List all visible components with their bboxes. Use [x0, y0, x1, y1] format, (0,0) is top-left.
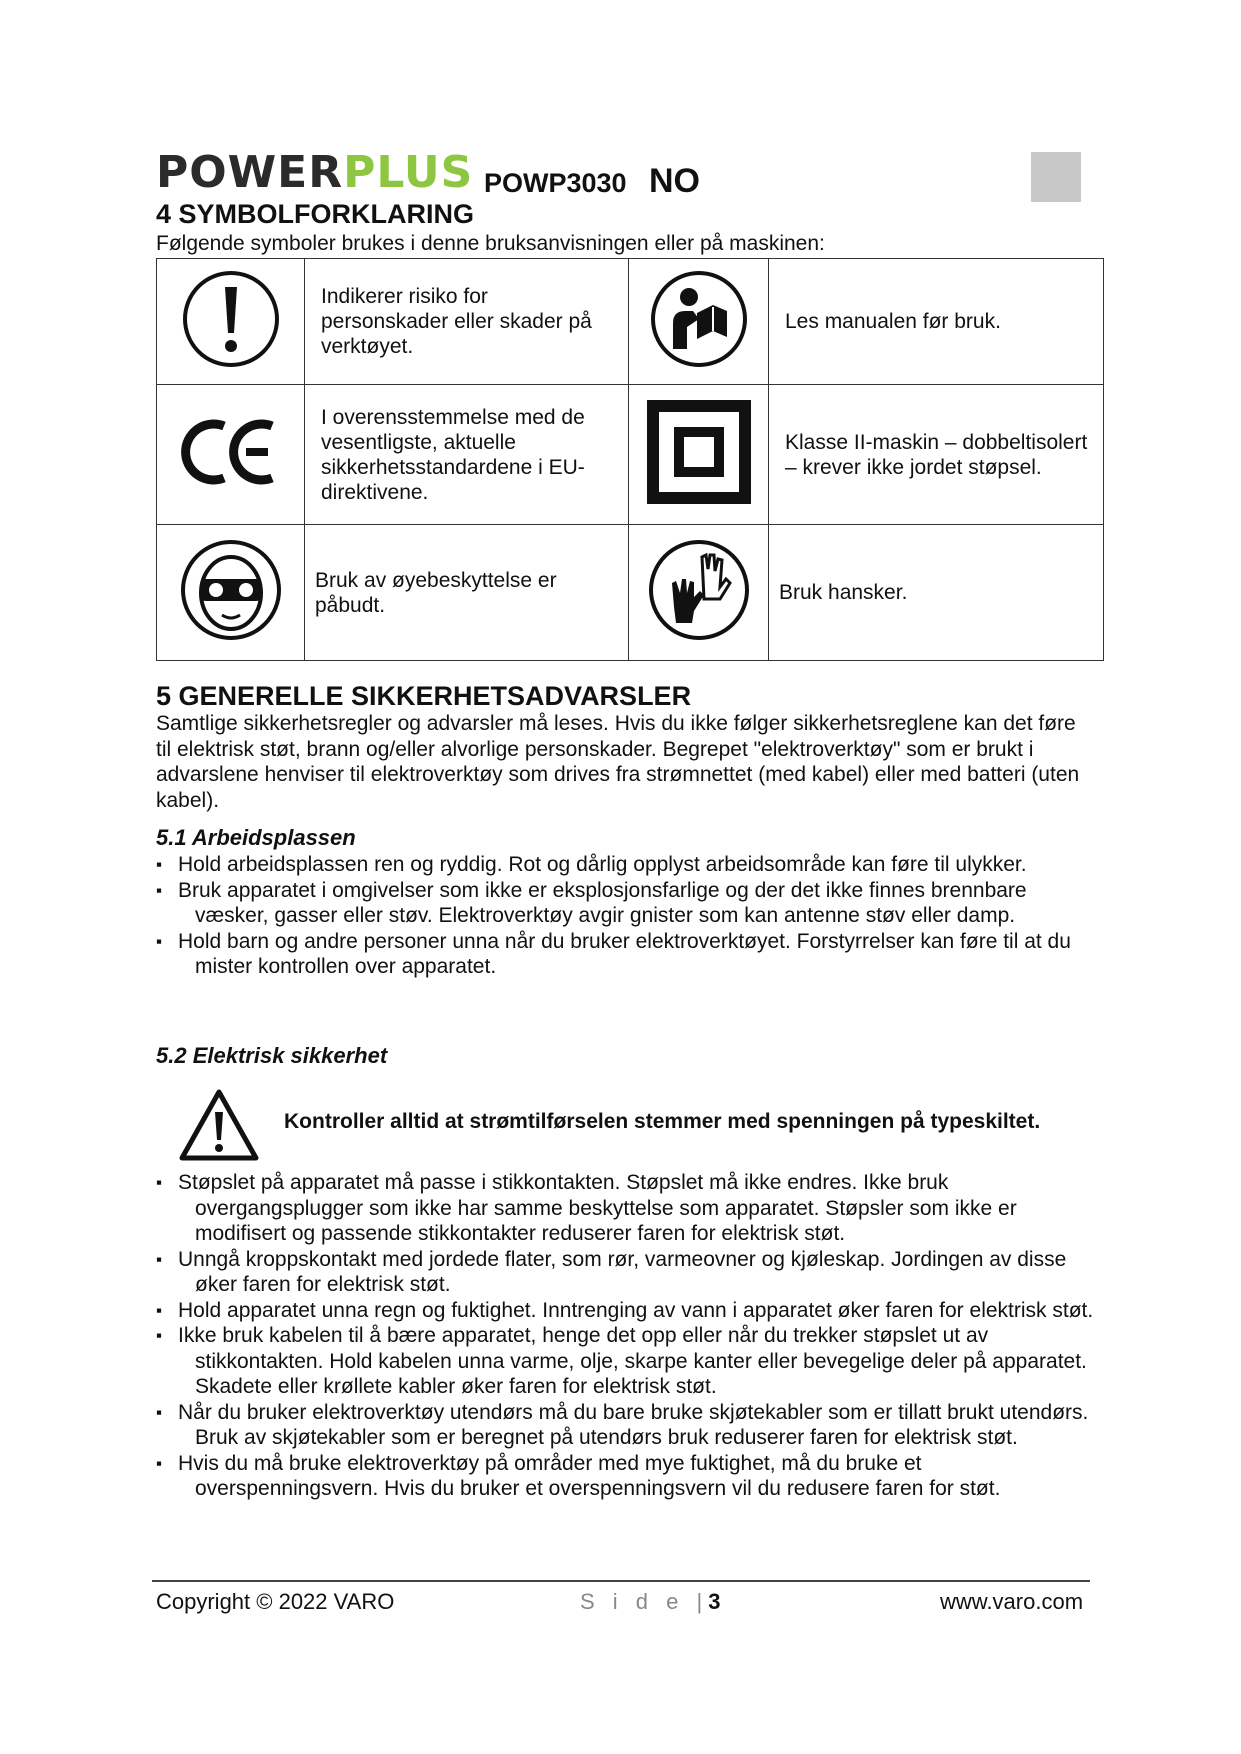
section-5-intro: Samtlige sikkerhetsregler og advarsler må leses. Hvis du ikke følger sikkerhetsreglene kan det føre til elektrisk støt, brann og/eller alvorlige personskader. Begrepet "elektroverktøy" som er brukt i advarslene henviser til elektroverktøy som drives fra strømnettet (med kabel) eller med batteri (uten kabel). [156, 712, 1080, 812]
subsection-5-1-title: 5.1 Arbeidsplassen [156, 825, 356, 850]
section-4-intro: Følgende symboler brukes i denne bruksanvisningen eller på maskinen: [156, 232, 825, 255]
list-item: ▪ Ikke bruk kabelen til å bære apparatet, henge det opp eller når du trekker støpslet ut av stikkontakten. Hold kabelen unna varme, olje, skarpe kanter eller bevegelige deler på apparatet. Skadete eller krøllete kabler øker faren for elektrisk støt. [156, 1323, 1096, 1400]
gray-marker [1031, 152, 1081, 202]
symbol-description: Bruk av øyebeskyttelse er påbudt. [305, 525, 629, 661]
list-item: ▪ Hold apparatet unna regn og fuktighet. Inntrenging av vann i apparatet øker faren for elektrisk støt. [156, 1298, 1096, 1324]
warning-triangle-icon [178, 1088, 260, 1162]
symbol-description: Bruk hansker. [769, 525, 1104, 661]
list-item: ▪ Hvis du må bruke elektroverktøy på områder med mye fuktighet, må du bruke et overspenningsvern. Hvis du bruker et overspenningsvern vil du redusere faren for støt. [156, 1451, 1096, 1502]
subsection-5-2-list [156, 1170, 1096, 1502]
page-number: 3 [708, 1589, 721, 1614]
voltage-warning-text: Kontroller alltid at strømtilførselen stemmer med spenningen på typeskiltet. [284, 1110, 1041, 1133]
language-code: NO [649, 162, 700, 200]
list-item: ▪ Unngå kroppskontakt med jordede flater, som rør, varmeovner og kjøleskap. Jordingen av disse øker faren for elektrisk støt. [156, 1247, 1096, 1298]
symbol-description: Les manualen før bruk. [769, 259, 1104, 385]
symbol-description: Klasse II-maskin – dobbeltisolert – krever ikke jordet støpsel. [769, 385, 1104, 525]
exclamation-icon [157, 259, 305, 385]
eye-protection-icon [157, 525, 305, 661]
model-number: POWP3030 [484, 168, 627, 198]
section-4-title: 4 SYMBOLFORKLARING [156, 199, 475, 229]
symbol-row [157, 385, 1104, 525]
symbol-description: Indikerer risiko for personskader eller skader på verktøyet. [305, 259, 629, 385]
double-insulation-icon [629, 385, 769, 525]
symbol-table [156, 258, 1104, 661]
warning-row [178, 1088, 1108, 1164]
subsection-5-2-title: 5.2 Elektrisk sikkerhet [156, 1043, 388, 1068]
footer-divider [152, 1580, 1090, 1582]
section-5-title: 5 GENERELLE SIKKERHETSADVARSLER [156, 681, 692, 711]
ce-mark-icon [157, 385, 305, 525]
list-item: ▪ Støpslet på apparatet må passe i stikkontakten. Støpslet må ikke endres. Ikke bruk overgangsplugger som ikke har samme beskyttelse som apparatet. Støpsler som ikke er modifisert og passende stikkontakter reduserer faren for elektrisk støt. [156, 1170, 1096, 1247]
symbol-row [157, 525, 1104, 661]
symbol-row [157, 259, 1104, 385]
footer-copyright: Copyright © 2022 VARO [156, 1589, 395, 1614]
list-item: ▪ Når du bruker elektroverktøy utendørs må du bare bruke skjøtekabler som er tillatt brukt utendørs. Bruk av skjøtekabler som er beregnet på utendørs bruk reduserer faren for elektrisk støt. [156, 1400, 1096, 1451]
list-item: ▪ Bruk apparatet i omgivelser som ikke er eksplosjonsfarlige og der det ikke finnes brennbare væsker, gasser eller støv. Elektroverktøy avgir gnister som kan antenne støv eller damp. [156, 878, 1096, 929]
list-item: ▪ Hold barn og andre personer unna når du bruker elektroverktøyet. Forstyrrelser kan føre til at du mister kontrollen over apparatet. [156, 929, 1096, 980]
footer-website-link[interactable]: www.varo.com [940, 1589, 1084, 1614]
list-item: ▪ Hold arbeidsplassen ren og ryddig. Rot og dårlig opplyst arbeidsområde kan føre til ulykker. [156, 852, 1096, 878]
footer-page-indicator: S i d e |3 [580, 1589, 721, 1614]
read-manual-icon [629, 259, 769, 385]
subsection-5-1-list [156, 852, 1096, 980]
symbol-description: I overensstemmelse med de vesentligste, aktuelle sikkerhetsstandardene i EU-direktivene. [305, 385, 629, 525]
gloves-icon [629, 525, 769, 661]
powerplus-logo: POWERPLUS [156, 147, 474, 198]
